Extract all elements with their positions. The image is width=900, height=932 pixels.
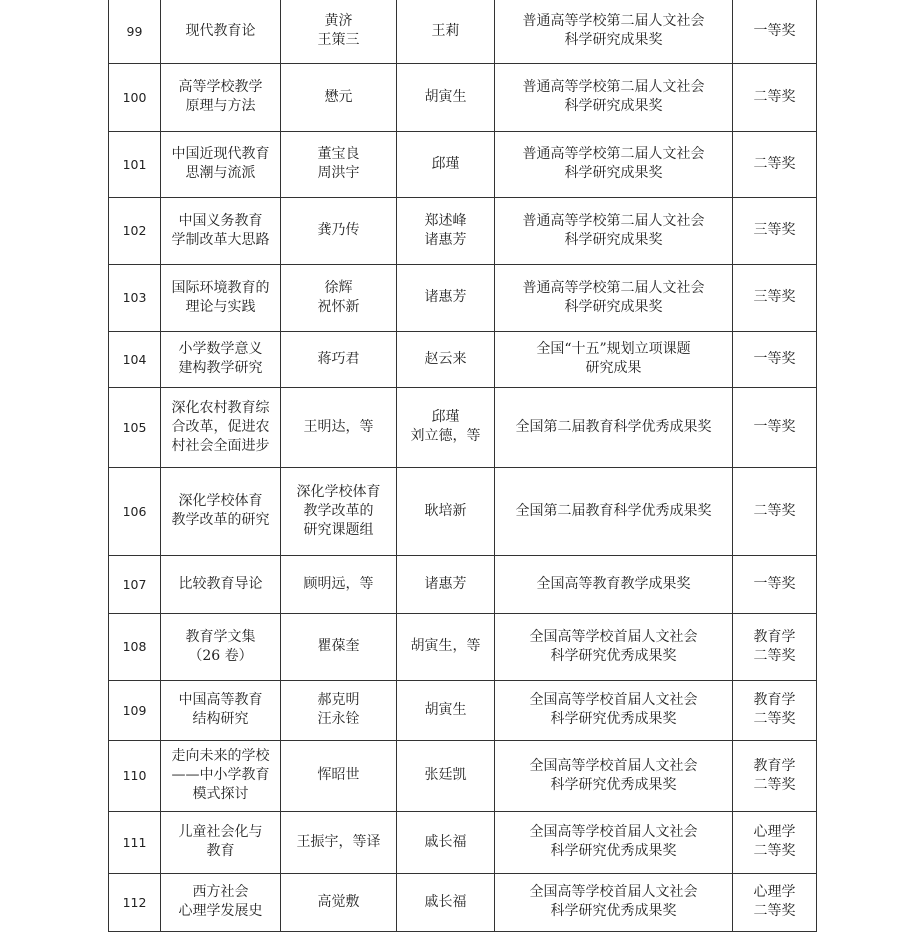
row-number-cell: 106: [109, 467, 161, 555]
work-title-cell: 西方社会 心理学发展史: [161, 873, 281, 931]
work-title-cell: 教育学文集 （26 卷）: [161, 613, 281, 680]
editor-cell: 邱瑾: [397, 131, 495, 197]
authors-cell: 蒋巧君: [281, 331, 397, 387]
award-name-cell: 全国“十五”规划立项课题 研究成果: [495, 331, 733, 387]
work-title-cell: 走向未来的学校 ——中小学教育 模式探讨: [161, 740, 281, 811]
authors-cell: 黄济 王策三: [281, 0, 397, 63]
row-number-cell: 112: [109, 873, 161, 931]
award-level-cell: 教育学 二等奖: [733, 680, 817, 740]
row-number-cell: 103: [109, 264, 161, 331]
editor-cell: 耿培新: [397, 467, 495, 555]
table-row: [109, 811, 817, 873]
work-title-cell: 中国近现代教育 思潮与流派: [161, 131, 281, 197]
award-level-cell: 心理学 二等奖: [733, 811, 817, 873]
award-name-cell: 普通高等学校第二届人文社会 科学研究成果奖: [495, 0, 733, 63]
authors-cell: 郝克明 汪永铨: [281, 680, 397, 740]
awards-table: [108, 0, 817, 932]
work-title-cell: 儿童社会化与 教育: [161, 811, 281, 873]
award-level-cell: 教育学 二等奖: [733, 740, 817, 811]
award-level-cell: 教育学 二等奖: [733, 613, 817, 680]
award-level-cell: 二等奖: [733, 467, 817, 555]
award-level-cell: 一等奖: [733, 0, 817, 63]
table-row: [109, 131, 817, 197]
editor-cell: 胡寅生: [397, 680, 495, 740]
award-name-cell: 全国高等学校首届人文社会 科学研究优秀成果奖: [495, 613, 733, 680]
award-level-cell: 心理学 二等奖: [733, 873, 817, 931]
editor-cell: 胡寅生: [397, 63, 495, 131]
award-level-cell: 二等奖: [733, 63, 817, 131]
table-row: [109, 331, 817, 387]
table-row: [109, 680, 817, 740]
work-title-cell: 比较教育导论: [161, 555, 281, 613]
table-row: [109, 467, 817, 555]
row-number-cell: 110: [109, 740, 161, 811]
work-title-cell: 小学数学意义 建构教学研究: [161, 331, 281, 387]
editor-cell: 赵云来: [397, 331, 495, 387]
work-title-cell: 高等学校教学 原理与方法: [161, 63, 281, 131]
award-name-cell: 普通高等学校第二届人文社会 科学研究成果奖: [495, 197, 733, 264]
award-name-cell: 普通高等学校第二届人文社会 科学研究成果奖: [495, 264, 733, 331]
row-number-cell: 109: [109, 680, 161, 740]
table-row: [109, 740, 817, 811]
row-number-cell: 101: [109, 131, 161, 197]
editor-cell: 胡寅生，等: [397, 613, 495, 680]
authors-cell: 深化学校体育 教学改革的 研究课题组: [281, 467, 397, 555]
award-level-cell: 三等奖: [733, 264, 817, 331]
editor-cell: 诸惠芳: [397, 555, 495, 613]
row-number-cell: 111: [109, 811, 161, 873]
row-number-cell: 107: [109, 555, 161, 613]
row-number-cell: 108: [109, 613, 161, 680]
table-row: [109, 63, 817, 131]
editor-cell: 郑述峰 诸惠芳: [397, 197, 495, 264]
award-name-cell: 全国高等学校首届人文社会 科学研究优秀成果奖: [495, 811, 733, 873]
row-number-cell: 104: [109, 331, 161, 387]
table-row: [109, 873, 817, 931]
award-level-cell: 一等奖: [733, 331, 817, 387]
work-title-cell: 中国高等教育 结构研究: [161, 680, 281, 740]
work-title-cell: 深化学校体育 教学改革的研究: [161, 467, 281, 555]
authors-cell: 瞿葆奎: [281, 613, 397, 680]
row-number-cell: 102: [109, 197, 161, 264]
editor-cell: 诸惠芳: [397, 264, 495, 331]
award-name-cell: 全国第二届教育科学优秀成果奖: [495, 467, 733, 555]
row-number-cell: 100: [109, 63, 161, 131]
table-row: [109, 555, 817, 613]
award-name-cell: 全国第二届教育科学优秀成果奖: [495, 387, 733, 467]
work-title-cell: 中国义务教育 学制改革大思路: [161, 197, 281, 264]
authors-cell: 懋元: [281, 63, 397, 131]
work-title-cell: 现代教育论: [161, 0, 281, 63]
award-name-cell: 全国高等学校首届人文社会 科学研究优秀成果奖: [495, 873, 733, 931]
award-name-cell: 普通高等学校第二届人文社会 科学研究成果奖: [495, 63, 733, 131]
editor-cell: 邱瑾 刘立德，等: [397, 387, 495, 467]
award-level-cell: 三等奖: [733, 197, 817, 264]
authors-cell: 董宝良 周洪宇: [281, 131, 397, 197]
award-level-cell: 一等奖: [733, 387, 817, 467]
authors-cell: 高觉敷: [281, 873, 397, 931]
table-row: [109, 264, 817, 331]
award-level-cell: 二等奖: [733, 131, 817, 197]
editor-cell: 戚长福: [397, 873, 495, 931]
authors-cell: 王振宇，等译: [281, 811, 397, 873]
table-row: [109, 0, 817, 63]
work-title-cell: 深化农村教育综 合改革，促进农 村社会全面进步: [161, 387, 281, 467]
row-number-cell: 105: [109, 387, 161, 467]
authors-cell: 王明达，等: [281, 387, 397, 467]
row-number-cell: 99: [109, 0, 161, 63]
award-name-cell: 全国高等学校首届人文社会 科学研究优秀成果奖: [495, 740, 733, 811]
editor-cell: 戚长福: [397, 811, 495, 873]
work-title-cell: 国际环境教育的 理论与实践: [161, 264, 281, 331]
table-row: [109, 613, 817, 680]
table-row: [109, 387, 817, 467]
award-name-cell: 全国高等学校首届人文社会 科学研究优秀成果奖: [495, 680, 733, 740]
table-row: [109, 197, 817, 264]
editor-cell: 王莉: [397, 0, 495, 63]
editor-cell: 张廷凯: [397, 740, 495, 811]
authors-cell: 顾明远，等: [281, 555, 397, 613]
award-name-cell: 普通高等学校第二届人文社会 科学研究成果奖: [495, 131, 733, 197]
award-name-cell: 全国高等教育教学成果奖: [495, 555, 733, 613]
authors-cell: 龚乃传: [281, 197, 397, 264]
authors-cell: 徐辉 祝怀新: [281, 264, 397, 331]
table-body: [109, 0, 817, 931]
award-level-cell: 一等奖: [733, 555, 817, 613]
authors-cell: 恽昭世: [281, 740, 397, 811]
